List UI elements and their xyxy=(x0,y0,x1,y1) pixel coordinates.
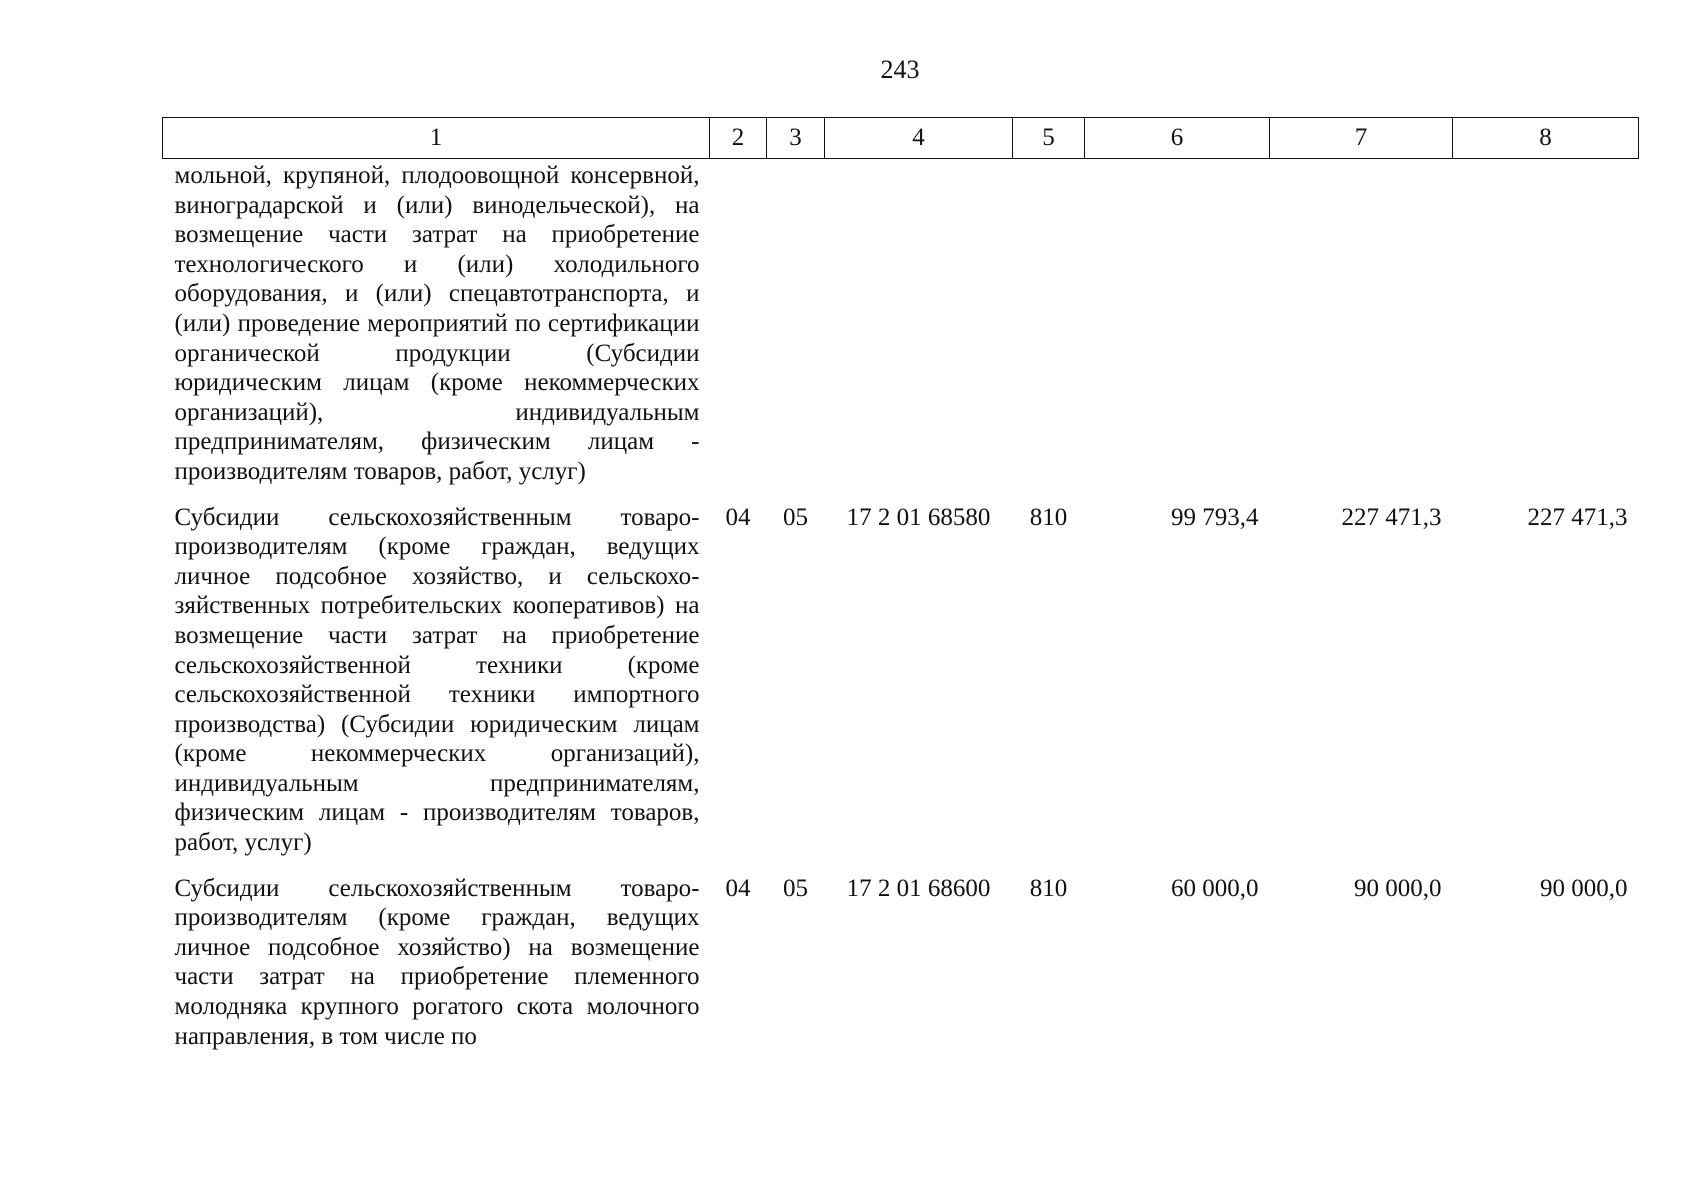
row-amount-6: 99 793,4 xyxy=(1171,503,1259,531)
table-row xyxy=(163,499,1639,870)
row-subsection xyxy=(767,159,825,499)
row-target-code xyxy=(825,159,1013,499)
budget-table xyxy=(162,117,1639,1063)
header-col-3: 3 xyxy=(767,118,825,159)
table-body xyxy=(163,159,1639,1064)
row-description: Субсидии сельскохозяйственным товаропроизводителям (кроме граждан, ведущих личное подсобное хозяйство) на возмещение части затрат на приобретение племенного молодняка крупного рогатого скота молочного направления, в том числе по xyxy=(174,874,700,1050)
row-description: мольной, крупяной, плодоовощной консервной, виноградарской и (или) винодельческой), на возмещение части затрат на приобретение технологического и (или) холодильного оборудования, и (или) спецавтотранспорта, и (или) проведение мероприятий по сертификации органической продукции (Субсидии юридическим лицам (кроме некоммерческих организаций), индивидуальным предпринимателям, физическим лицам - производителям товаров, работ, услуг) xyxy=(174,162,700,485)
header-col-1: 1 xyxy=(163,118,710,159)
row-target-code: 17 2 01 68580 xyxy=(846,503,991,531)
row-expense-type xyxy=(1013,159,1085,499)
header-col-5: 5 xyxy=(1013,118,1085,159)
header-col-4: 4 xyxy=(825,118,1013,159)
row-amount-8: 227 471,3 xyxy=(1527,503,1628,531)
table-row xyxy=(163,159,1639,499)
row-amount-7 xyxy=(1270,159,1453,499)
header-col-2: 2 xyxy=(710,118,767,159)
header-col-6: 6 xyxy=(1085,118,1270,159)
row-description: Субсидии сельскохозяйственным товаропроизводителям (кроме граждан, ведущих личное подсобное хозяйство, и сельскохозяйственных потребительских кооперативов) на возмещение части затрат на приобретение сельскохозяйственной техники (кроме сельскохозяйственной техники импортного производства) (Субсидии юридическим лицам (кроме некоммерческих организаций), индивидуальным предпринимателям, физическим лицам - производителям товаров, работ, услуг) xyxy=(174,503,700,857)
row-amount-8 xyxy=(1453,159,1639,499)
header-row xyxy=(163,118,1639,159)
page-number-text: 243 xyxy=(880,55,920,84)
row-expense-type: 810 xyxy=(1029,874,1068,902)
row-amount-7: 90 000,0 xyxy=(1354,874,1442,902)
row-expense-type: 810 xyxy=(1029,503,1068,531)
page-number xyxy=(0,48,1698,92)
row-subsection: 05 xyxy=(783,503,808,531)
row-subsection: 05 xyxy=(783,874,808,902)
header-col-8: 8 xyxy=(1453,118,1639,159)
row-target-code: 17 2 01 68600 xyxy=(846,874,991,902)
table-row xyxy=(163,870,1639,1064)
row-amount-7: 227 471,3 xyxy=(1341,503,1442,531)
row-section: 04 xyxy=(725,874,751,902)
row-section xyxy=(710,159,767,499)
row-amount-6: 60 000,0 xyxy=(1171,874,1259,902)
table-header xyxy=(163,118,1639,159)
row-section: 04 xyxy=(725,503,751,531)
header-col-7: 7 xyxy=(1270,118,1453,159)
row-amount-8: 90 000,0 xyxy=(1540,874,1628,902)
row-amount-6 xyxy=(1085,159,1270,499)
